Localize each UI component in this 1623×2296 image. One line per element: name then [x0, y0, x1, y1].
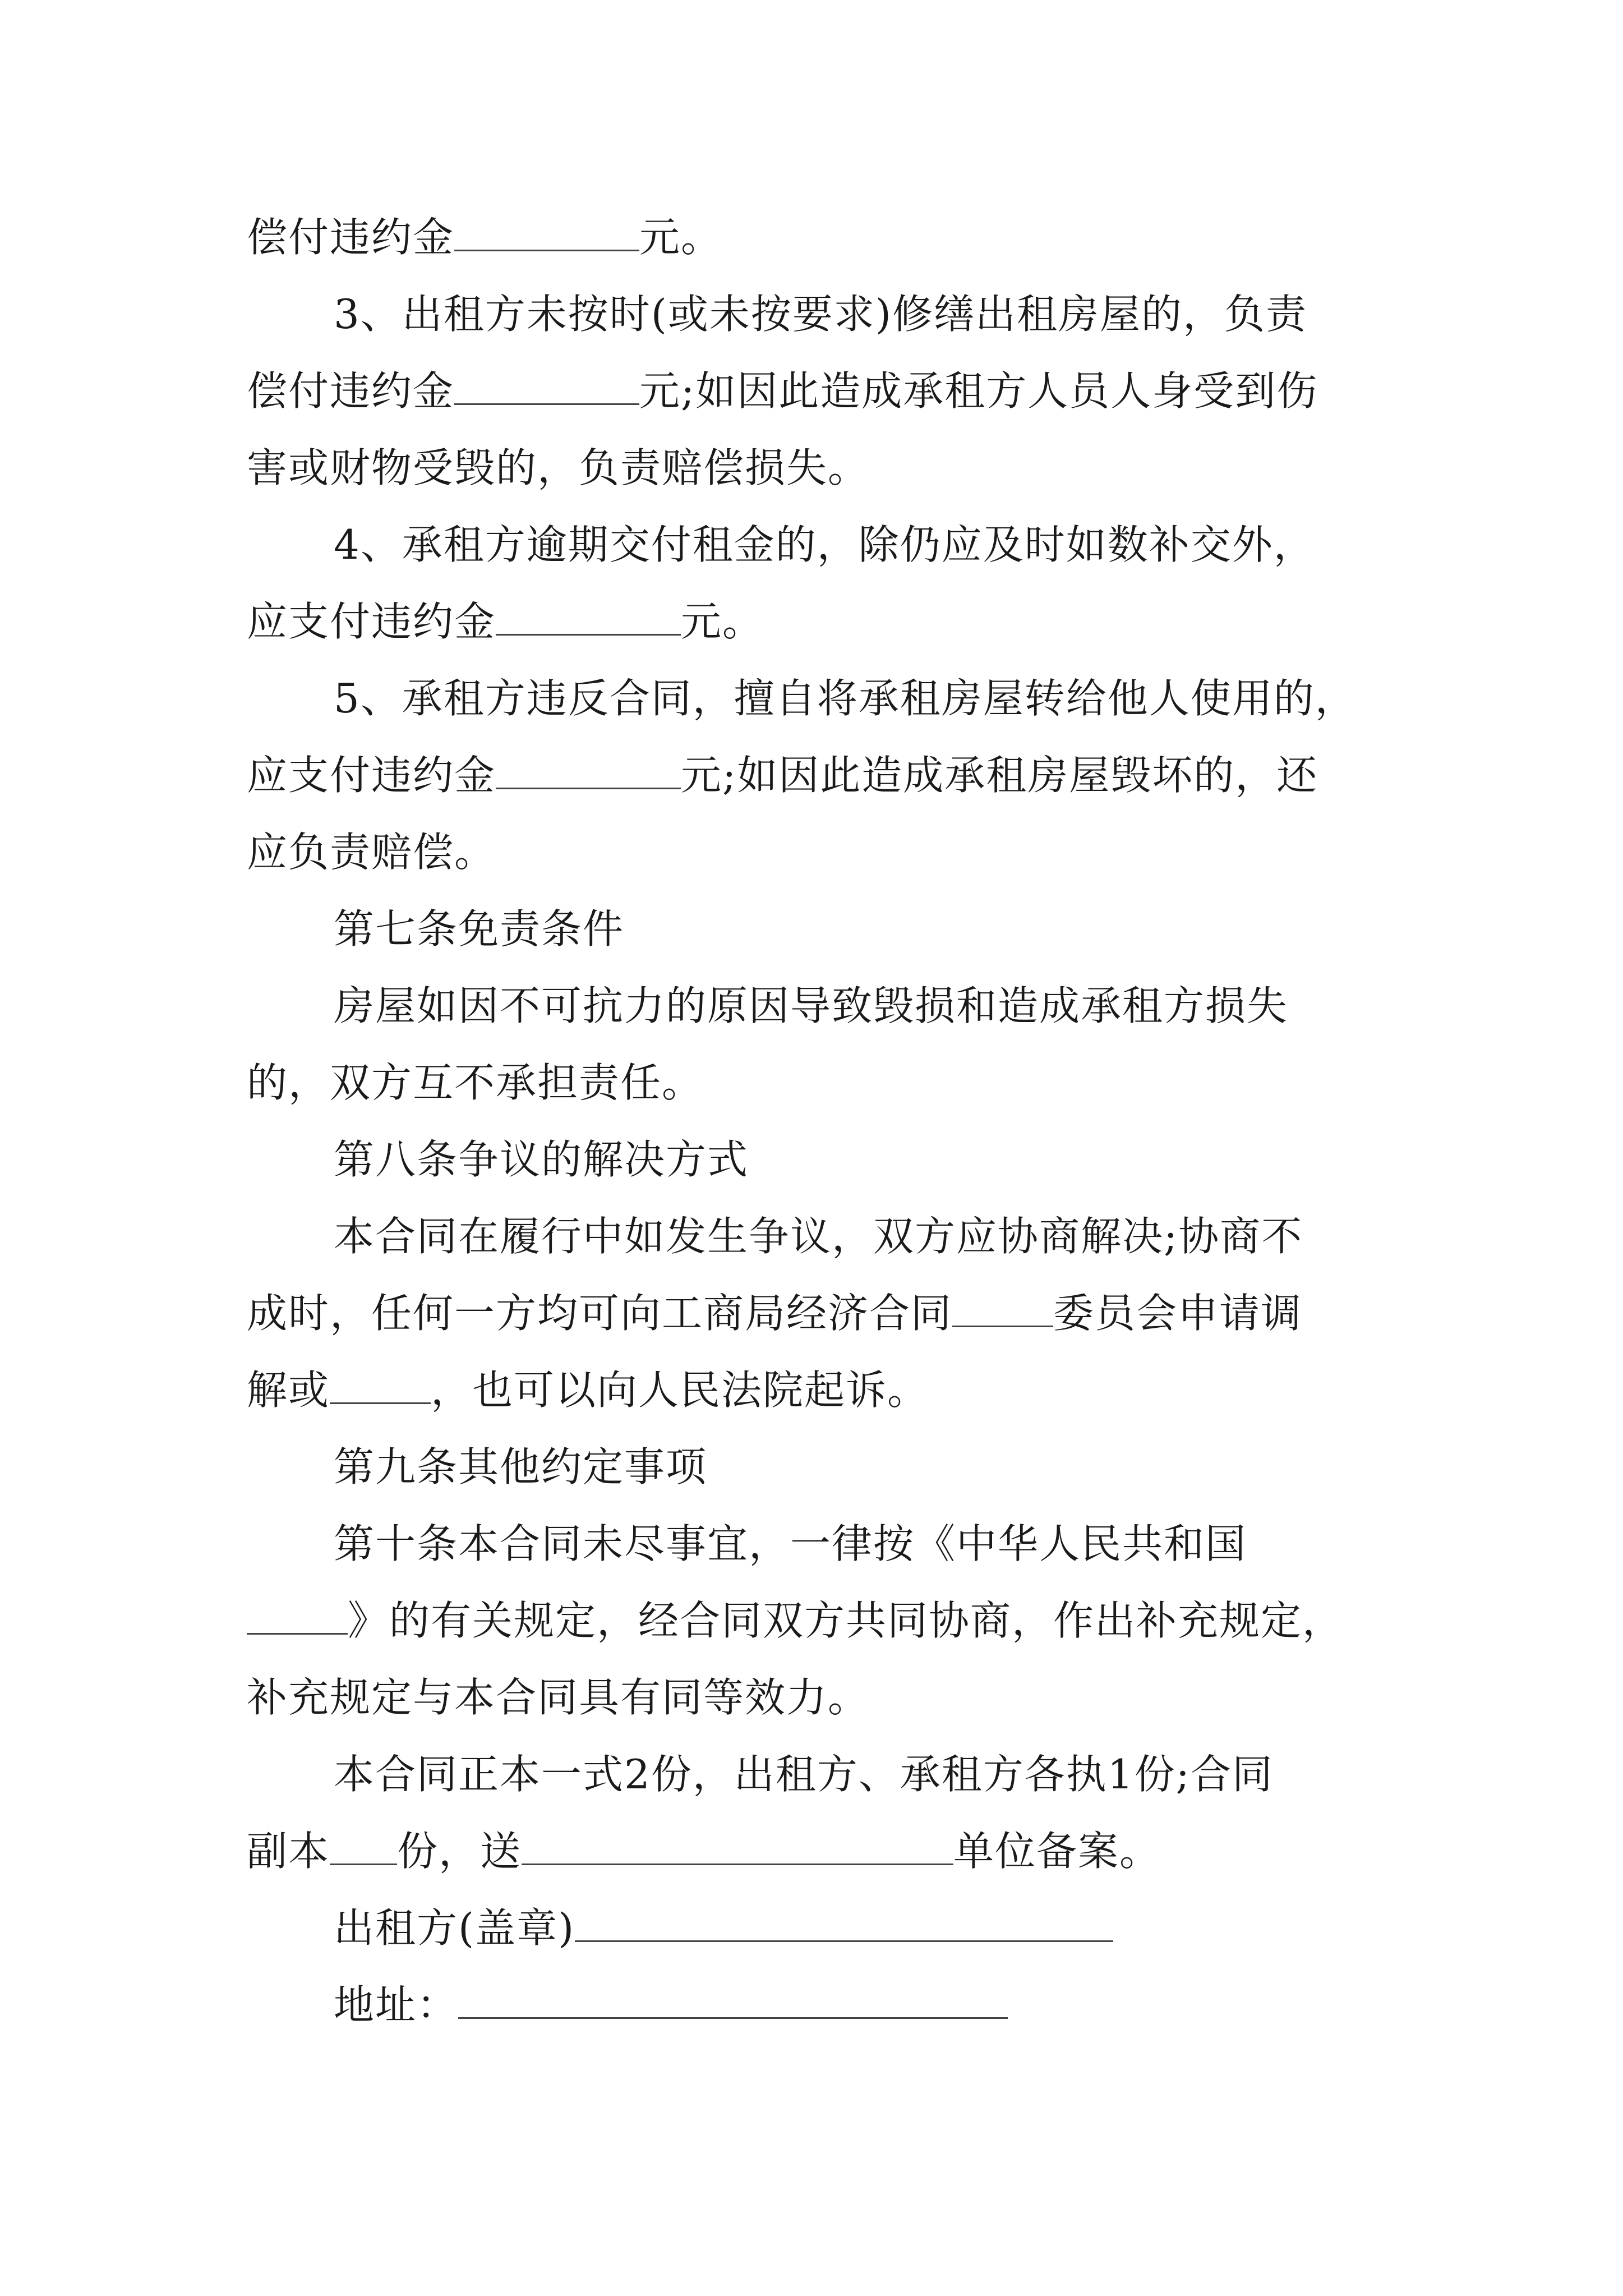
- contract-text: 出租方(盖章): [334, 1904, 575, 1952]
- fill-in-blank: [454, 217, 639, 251]
- contract-text: 本合同正本一式2份，出租方、承租方各执1份;合同: [334, 1751, 1274, 1798]
- contract-text: 元;如因此造成承租房屋毁坏的，还: [681, 752, 1318, 799]
- contract-line: [247, 891, 1385, 968]
- contract-text: 房屋如因不可抗力的原因导致毁损和造成承租方损失: [334, 982, 1289, 1029]
- contract-line: [247, 1659, 1385, 1736]
- contract-text: ，也可以向人民法院起诉。: [431, 1366, 929, 1414]
- contract-text: 解或: [247, 1366, 330, 1414]
- contract-text: 元。: [639, 214, 723, 261]
- contract-line: [247, 814, 1385, 891]
- contract-body: [247, 199, 1385, 2044]
- fill-in-blank: [330, 1370, 431, 1404]
- contract-line: [247, 430, 1385, 507]
- fill-in-blank: [454, 371, 639, 405]
- contract-line: [247, 1506, 1385, 1582]
- contract-text: 应支付违约金: [247, 598, 496, 645]
- contract-text: 3、出租方未按时(或未按要求)修缮出租房屋的，负责: [334, 291, 1307, 338]
- contract-text: 第七条免责条件: [334, 905, 625, 953]
- fill-in-blank: [496, 755, 681, 789]
- contract-text: 份，送: [397, 1828, 522, 1875]
- contract-text: 本合同在履行中如发生争议，双方应协商解决;协商不: [334, 1213, 1303, 1260]
- contract-line: [247, 583, 1385, 660]
- contract-text: 第八条争议的解决方式: [334, 1136, 749, 1183]
- contract-line: [247, 1121, 1385, 1198]
- contract-text: 》的有关规定，经合同双方共同协商，作出补充规定，: [348, 1597, 1344, 1644]
- contract-line: [247, 737, 1385, 814]
- contract-line: [247, 660, 1385, 737]
- contract-text: 4、承租方逾期交付租金的，除仍应及时如数补交外，: [334, 521, 1315, 568]
- contract-text: 成时，任何一方均可向工商局经济合同: [247, 1290, 953, 1337]
- contract-text: 元;如因此造成承租方人员人身受到伤: [639, 367, 1318, 415]
- contract-line: [247, 1967, 1385, 2044]
- contract-text: 应支付违约金: [247, 752, 496, 799]
- contract-text: 单位备案。: [953, 1828, 1161, 1875]
- fill-in-blank: [247, 1600, 348, 1635]
- contract-line: [247, 353, 1385, 430]
- contract-line: [247, 199, 1385, 276]
- contract-text: 应负责赔偿。: [247, 829, 496, 876]
- contract-line: [247, 1582, 1385, 1659]
- contract-text: 第九条其他约定事项: [334, 1443, 708, 1490]
- contract-line: [247, 1813, 1385, 1890]
- contract-text: 元。: [681, 598, 764, 645]
- contract-text: 地址：: [334, 1981, 459, 2028]
- contract-line: [247, 1352, 1385, 1429]
- fill-in-blank: [496, 601, 681, 636]
- contract-line: [247, 1736, 1385, 1813]
- contract-text: 补充规定与本合同具有同等效力。: [247, 1674, 870, 1721]
- contract-text: 害或财物受毁的，负责赔偿损失。: [247, 444, 870, 491]
- contract-line: [247, 1045, 1385, 1121]
- fill-in-blank: [330, 1831, 397, 1865]
- contract-line: [247, 507, 1385, 583]
- fill-in-blank: [458, 1985, 1008, 2019]
- contract-text: 偿付违约金: [247, 367, 455, 415]
- fill-in-blank: [952, 1293, 1053, 1327]
- contract-text: 副本: [247, 1828, 330, 1875]
- contract-line: [247, 1275, 1385, 1352]
- contract-line: [247, 1429, 1385, 1506]
- contract-line: [247, 276, 1385, 353]
- contract-line: [247, 1198, 1385, 1275]
- contract-text: 第十条本合同未尽事宜，一律按《中华人民共和国: [334, 1520, 1247, 1567]
- contract-text: 5、承租方违反合同，擅自将承租房屋转给他人使用的，: [334, 675, 1357, 722]
- contract-line: [247, 1890, 1385, 1967]
- fill-in-blank: [575, 1908, 1113, 1942]
- contract-text: 委员会申请调: [1053, 1290, 1303, 1337]
- contract-text: 偿付违约金: [247, 214, 455, 261]
- contract-text: 的，双方互不承担责任。: [247, 1059, 704, 1106]
- fill-in-blank: [522, 1831, 953, 1865]
- contract-line: [247, 968, 1385, 1045]
